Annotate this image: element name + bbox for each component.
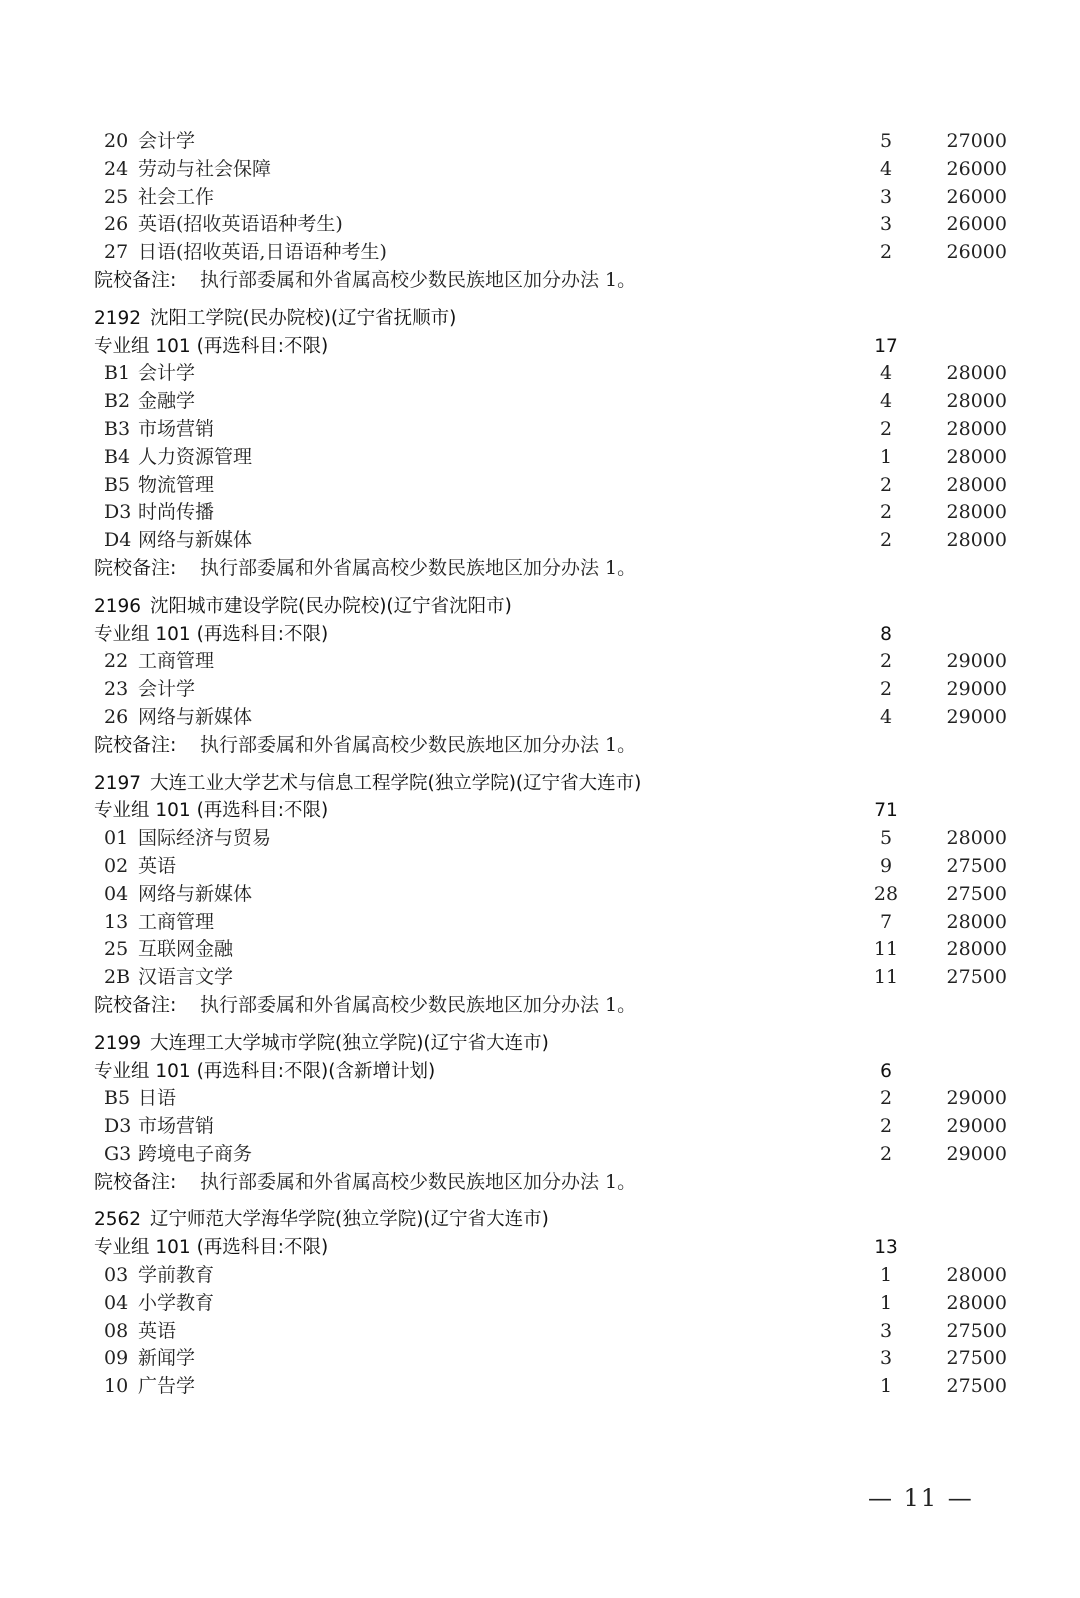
major-code: 2B	[104, 966, 131, 989]
major-row	[0, 128, 1080, 156]
major-name: 会计学	[138, 678, 196, 701]
major-tuition-fee: 28000	[946, 910, 1007, 933]
page-number: — 11 —	[868, 1484, 974, 1512]
major-name: 汉语言文学	[138, 966, 234, 989]
major-tuition-fee: 27500	[946, 966, 1007, 989]
note-label: 院校备注:	[94, 268, 177, 291]
note-text: 执行部委属和外省属高校少数民族地区加分办法 1。	[200, 733, 637, 756]
major-tuition-fee: 27000	[946, 130, 1007, 152]
major-plan-count: 1	[879, 1375, 893, 1398]
major-name: 日语(招收英语,日语语种考生)	[138, 241, 387, 264]
major-name: 日语	[138, 1087, 177, 1110]
major-plan-count: 7	[879, 910, 893, 933]
major-tuition-fee: 28000	[946, 473, 1007, 496]
major-group-label: 专业组 101 (再选科目:不限)	[94, 800, 329, 822]
major-row	[0, 239, 1080, 267]
major-name: 英语	[138, 1319, 177, 1342]
major-code: B3	[104, 417, 131, 440]
institution-note	[0, 732, 1080, 760]
major-row	[0, 881, 1080, 909]
major-name: 网络与新媒体	[138, 705, 253, 728]
major-code: D3	[104, 501, 132, 524]
major-plan-count: 2	[879, 678, 893, 701]
major-name: 时尚传播	[138, 501, 215, 524]
major-name: 人力资源管理	[138, 445, 253, 468]
institution-name: 大连理工大学城市学院(独立学院)(辽宁省大连市)	[150, 1032, 549, 1054]
institution-note	[0, 267, 1080, 295]
major-tuition-fee: 28000	[946, 390, 1007, 413]
major-plan-count: 2	[879, 1115, 893, 1138]
major-plan-count: 2	[879, 501, 893, 524]
major-plan-count: 3	[879, 213, 893, 236]
major-plan-count: 1	[879, 445, 893, 468]
major-group-row	[0, 1234, 1080, 1262]
major-tuition-fee: 28000	[946, 1291, 1007, 1314]
major-plan-count: 11	[873, 938, 899, 961]
major-plan-count: 4	[879, 390, 893, 413]
institution-name: 辽宁师范大学海华学院(独立学院)(辽宁省大连市)	[150, 1209, 549, 1231]
major-row	[0, 1141, 1080, 1169]
major-name: 社会工作	[138, 185, 215, 208]
major-code: 23	[104, 678, 129, 701]
major-name: 英语	[138, 854, 177, 877]
institution-header	[0, 1030, 1080, 1058]
major-name: 小学教育	[138, 1291, 215, 1314]
major-row	[0, 1290, 1080, 1318]
major-tuition-fee: 27500	[946, 882, 1007, 905]
major-plan-count: 2	[879, 529, 893, 552]
institution-note	[0, 555, 1080, 583]
major-code: 09	[104, 1347, 129, 1370]
major-tuition-fee: 28000	[946, 501, 1007, 524]
note-text: 执行部委属和外省属高校少数民族地区加分办法 1。	[200, 993, 637, 1016]
major-code: 04	[104, 1291, 129, 1314]
major-tuition-fee: 29000	[946, 650, 1007, 673]
major-row	[0, 909, 1080, 937]
major-row	[0, 676, 1080, 704]
institution-code: 2192	[94, 307, 142, 329]
major-code: D3	[104, 1115, 132, 1138]
institution-header	[0, 593, 1080, 621]
major-plan-count: 1	[879, 1291, 893, 1314]
major-name: 市场营销	[138, 417, 215, 440]
major-name: 会计学	[138, 130, 196, 152]
major-plan-count: 2	[879, 473, 893, 496]
major-tuition-fee: 27500	[946, 1347, 1007, 1370]
major-group-row	[0, 1058, 1080, 1086]
major-row	[0, 853, 1080, 881]
major-name: 跨境电子商务	[138, 1142, 253, 1165]
major-plan-count: 5	[879, 827, 893, 850]
major-name: 会计学	[138, 362, 196, 385]
major-plan-count: 9	[879, 854, 893, 877]
note-text: 执行部委属和外省属高校少数民族地区加分办法 1。	[200, 556, 637, 579]
major-name: 网络与新媒体	[138, 529, 253, 552]
major-plan-count: 11	[873, 966, 899, 989]
major-tuition-fee: 29000	[946, 1142, 1007, 1165]
major-code: 24	[104, 157, 129, 180]
institution-code: 2196	[94, 595, 142, 617]
major-group-count: 6	[880, 1060, 892, 1082]
major-row	[0, 184, 1080, 212]
major-tuition-fee: 27500	[946, 854, 1007, 877]
major-plan-count: 3	[879, 185, 893, 208]
major-group-row	[0, 621, 1080, 649]
major-group-count: 71	[874, 800, 898, 822]
major-name: 新闻学	[138, 1347, 196, 1370]
institution-code: 2197	[94, 772, 142, 794]
major-tuition-fee: 29000	[946, 1087, 1007, 1110]
major-row	[0, 648, 1080, 676]
major-row	[0, 1262, 1080, 1290]
major-name: 国际经济与贸易	[138, 827, 272, 850]
major-plan-count: 2	[879, 417, 893, 440]
institution-name: 大连工业大学艺术与信息工程学院(独立学院)(辽宁省大连市)	[150, 772, 642, 794]
institution-header	[0, 770, 1080, 798]
major-row	[0, 156, 1080, 184]
major-code: 08	[104, 1319, 129, 1342]
major-tuition-fee: 29000	[946, 705, 1007, 728]
major-plan-count: 2	[879, 241, 893, 264]
institution-code: 2199	[94, 1032, 142, 1054]
major-group-count: 13	[874, 1237, 898, 1259]
major-row	[0, 360, 1080, 388]
institution-header	[0, 1206, 1080, 1234]
major-group-label: 专业组 101 (再选科目:不限)	[94, 1237, 329, 1259]
major-group-count: 8	[880, 623, 892, 645]
major-row	[0, 936, 1080, 964]
major-code: 22	[104, 650, 129, 673]
institution-note	[0, 992, 1080, 1020]
major-tuition-fee: 28000	[946, 417, 1007, 440]
major-group-row	[0, 797, 1080, 825]
major-code: G3	[104, 1142, 132, 1165]
major-tuition-fee: 26000	[946, 213, 1007, 236]
major-row	[0, 499, 1080, 527]
major-tuition-fee: 28000	[946, 362, 1007, 385]
note-label: 院校备注:	[94, 556, 177, 579]
major-code: B5	[104, 473, 131, 496]
major-name: 互联网金融	[138, 938, 234, 961]
major-code: 01	[104, 827, 129, 850]
major-name: 金融学	[138, 390, 196, 413]
institution-name: 沈阳工学院(民办院校)(辽宁省抚顺市)	[150, 307, 457, 329]
note-label: 院校备注:	[94, 993, 177, 1016]
major-row	[0, 1373, 1080, 1401]
major-group-label: 专业组 101 (再选科目:不限)	[94, 335, 329, 357]
note-label: 院校备注:	[94, 1170, 177, 1193]
major-row	[0, 1113, 1080, 1141]
major-row	[0, 1345, 1080, 1373]
major-tuition-fee: 28000	[946, 529, 1007, 552]
major-row	[0, 211, 1080, 239]
institution-name: 沈阳城市建设学院(民办院校)(辽宁省沈阳市)	[150, 595, 512, 617]
major-plan-count: 2	[879, 1087, 893, 1110]
major-plan-count: 2	[879, 1142, 893, 1165]
major-row	[0, 704, 1080, 732]
major-code: 02	[104, 854, 129, 877]
major-name: 物流管理	[138, 473, 215, 496]
major-group-label: 专业组 101 (再选科目:不限)	[94, 623, 329, 645]
major-group-count: 17	[874, 335, 898, 357]
major-tuition-fee: 29000	[946, 1115, 1007, 1138]
note-text: 执行部委属和外省属高校少数民族地区加分办法 1。	[200, 268, 637, 291]
institution-header	[0, 305, 1080, 333]
major-row	[0, 825, 1080, 853]
major-row	[0, 964, 1080, 992]
major-plan-count: 1	[879, 1264, 893, 1287]
note-label: 院校备注:	[94, 733, 177, 756]
major-plan-count: 4	[879, 362, 893, 385]
major-code: 26	[104, 213, 129, 236]
major-tuition-fee: 27500	[946, 1375, 1007, 1398]
major-row	[0, 416, 1080, 444]
major-code: 26	[104, 705, 129, 728]
major-row	[0, 444, 1080, 472]
major-code: 10	[104, 1375, 129, 1398]
major-code: 13	[104, 910, 129, 933]
major-code: B5	[104, 1087, 131, 1110]
major-name: 工商管理	[138, 650, 215, 673]
major-tuition-fee: 28000	[946, 1264, 1007, 1287]
major-name: 广告学	[138, 1375, 196, 1398]
major-code: B4	[104, 445, 131, 468]
major-tuition-fee: 29000	[946, 678, 1007, 701]
major-plan-count: 2	[879, 650, 893, 673]
major-name: 学前教育	[138, 1264, 215, 1287]
major-code: B1	[104, 362, 131, 385]
major-tuition-fee: 26000	[946, 241, 1007, 264]
major-name: 工商管理	[138, 910, 215, 933]
major-row	[0, 388, 1080, 416]
major-row	[0, 1085, 1080, 1113]
major-tuition-fee: 28000	[946, 445, 1007, 468]
major-name: 英语(招收英语语种考生)	[138, 213, 343, 236]
major-plan-count: 28	[873, 882, 899, 905]
major-code: 25	[104, 938, 129, 961]
major-tuition-fee: 28000	[946, 827, 1007, 850]
major-plan-count: 4	[879, 705, 893, 728]
major-row	[0, 472, 1080, 500]
major-code: 20	[104, 130, 129, 152]
major-name: 市场营销	[138, 1115, 215, 1138]
major-code: 25	[104, 185, 129, 208]
major-code: 03	[104, 1264, 129, 1287]
major-plan-count: 3	[879, 1347, 893, 1370]
major-plan-count: 5	[879, 130, 893, 152]
major-tuition-fee: 28000	[946, 938, 1007, 961]
major-code: D4	[104, 529, 132, 552]
institution-code: 2562	[94, 1209, 142, 1231]
major-code: 04	[104, 882, 129, 905]
major-name: 劳动与社会保障	[138, 157, 272, 180]
major-group-label: 专业组 101 (再选科目:不限)(含新增计划)	[94, 1060, 436, 1082]
major-tuition-fee: 26000	[946, 157, 1007, 180]
major-code: 27	[104, 241, 129, 264]
major-plan-count: 3	[879, 1319, 893, 1342]
note-text: 执行部委属和外省属高校少数民族地区加分办法 1。	[200, 1170, 637, 1193]
major-row	[0, 1318, 1080, 1346]
major-plan-count: 4	[879, 157, 893, 180]
major-tuition-fee: 26000	[946, 185, 1007, 208]
major-tuition-fee: 27500	[946, 1319, 1007, 1342]
major-row	[0, 527, 1080, 555]
major-name: 网络与新媒体	[138, 882, 253, 905]
major-group-row	[0, 333, 1080, 361]
admission-plan-document	[0, 128, 1080, 1401]
major-code: B2	[104, 390, 131, 413]
institution-note	[0, 1169, 1080, 1197]
